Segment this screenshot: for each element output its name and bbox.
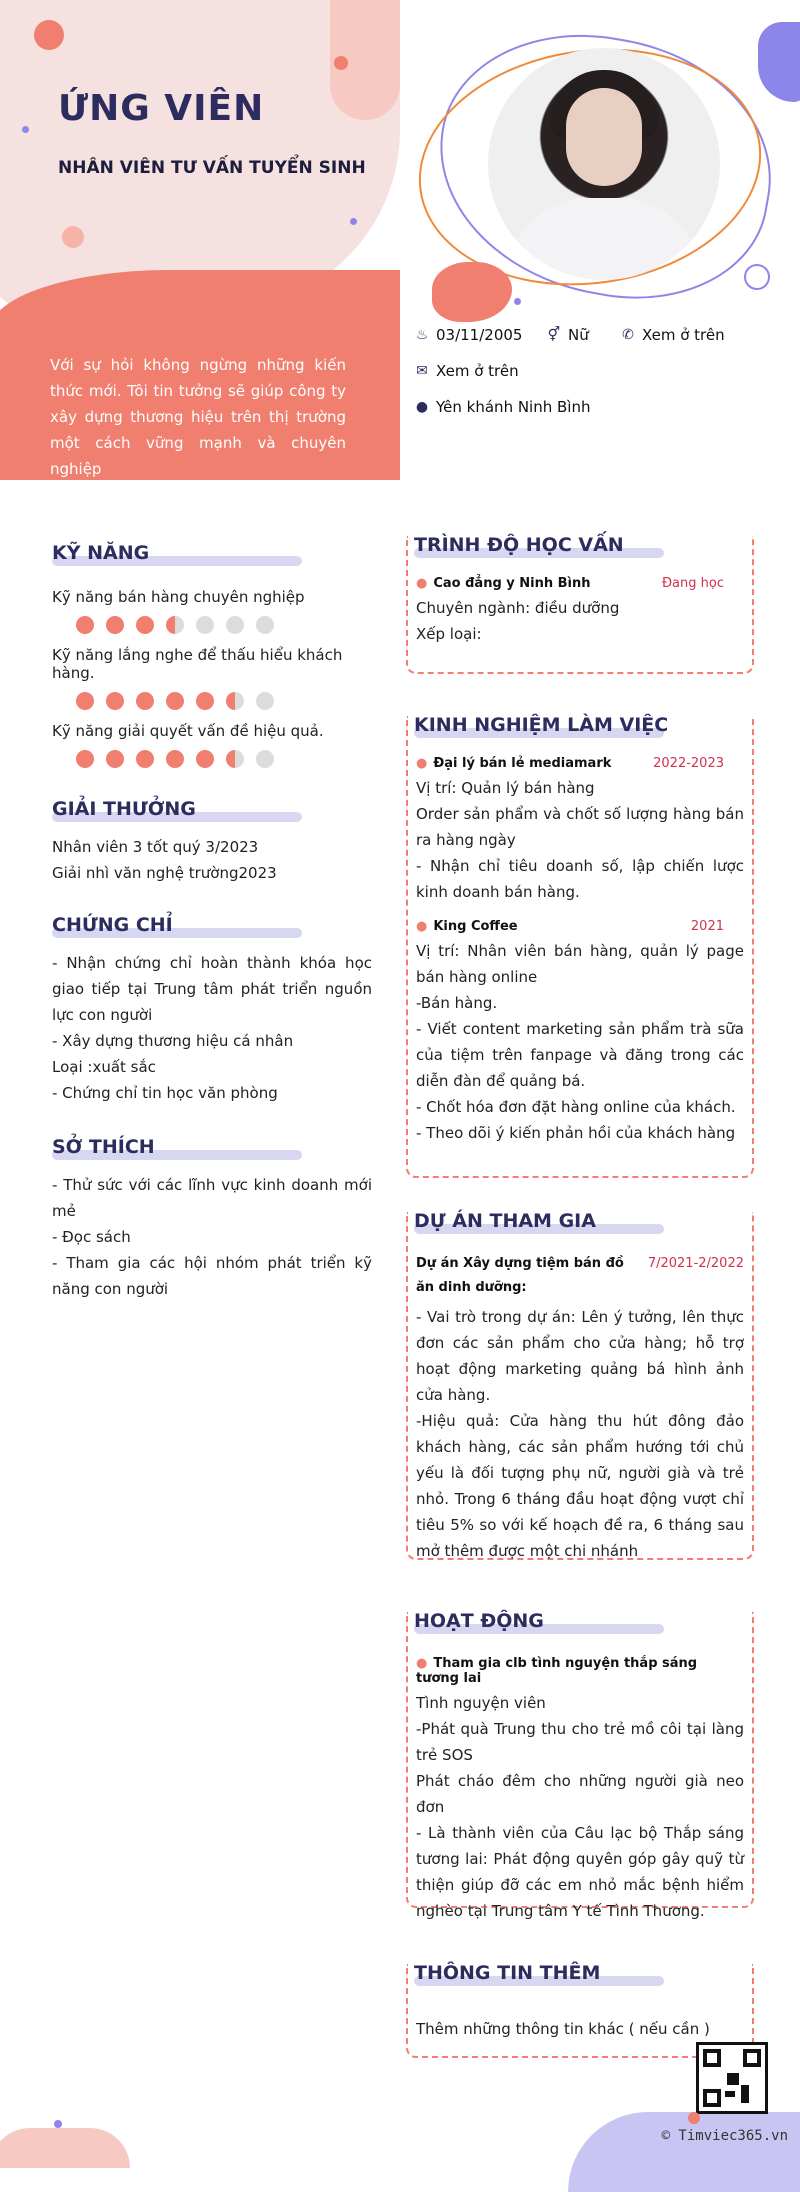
decor-dot xyxy=(62,226,84,248)
avatar-face xyxy=(566,88,642,186)
rating-dot xyxy=(136,750,154,768)
education-status: Đang học xyxy=(661,576,724,591)
section-title: CHỨNG CHỈ xyxy=(52,914,372,942)
location-pin-icon: ● xyxy=(416,1656,428,1671)
rating-dot xyxy=(76,692,94,710)
avatar-photo xyxy=(488,48,720,280)
rating-dot xyxy=(76,616,94,634)
phone-icon: ✆ xyxy=(622,327,634,343)
rating-dot xyxy=(226,616,244,634)
footer-credit: © Timviec365.vn xyxy=(661,2128,788,2144)
project-line: -Hiệu quả: Cửa hàng thu hút đông đảo khách hàng, các sản phẩm hướng tới chủ yếu là đối tượng phụ nữ, người già và trẻ nhỏ. Trong 6 tháng đầu hoạt động vượt chỉ tiêu 5% so với kế hoạch đề ra, 6 tháng sau mở thêm được một chi nhánh xyxy=(416,1412,744,1560)
project-name: Dự án Xây dựng tiệm bán đồ ăn dinh dưỡng: xyxy=(416,1256,624,1295)
skill-rating xyxy=(76,750,372,768)
job-title: NHÂN VIÊN TƯ VẤN TUYỂN SINH xyxy=(58,158,366,178)
certificate-line: - Xây dựng thương hiệu cá nhân xyxy=(52,1032,294,1050)
qr-code-icon xyxy=(696,2042,768,2114)
job-line: - Chốt hóa đơn đặt hàng online của khách. xyxy=(416,1098,736,1116)
section-title: TRÌNH ĐỘ HỌC VẤN xyxy=(414,534,630,562)
email-icon: ✉ xyxy=(416,363,428,379)
rating-dot xyxy=(76,750,94,768)
certificate-line: Loại :xuất sắc xyxy=(52,1058,156,1076)
activities-section xyxy=(406,1610,754,1920)
address-row xyxy=(414,398,590,416)
location-pin-icon: ● xyxy=(416,756,428,771)
rating-dot xyxy=(136,616,154,634)
job-line: Order sản phẩm và chốt số lượng hàng bán ra hàng ngày xyxy=(416,805,744,849)
job-line: - Nhận chỉ tiêu doanh số, lập chiến lược kinh doanh bán hàng. xyxy=(416,857,744,901)
company-name: King Coffee xyxy=(433,919,518,934)
skills-section xyxy=(52,542,372,768)
rating-dot xyxy=(166,692,184,710)
activity-line: -Phát quà Trung thu cho trẻ mồ côi tại làng trẻ SOS xyxy=(416,1720,744,1764)
award-line: Nhân viên 3 tốt quý 3/2023 xyxy=(52,838,259,856)
section-title: DỰ ÁN THAM GIA xyxy=(414,1210,602,1238)
rating-dot xyxy=(106,616,124,634)
gender-value: Nữ xyxy=(568,326,589,344)
activity-line: Phát cháo đêm cho những người già neo đơn xyxy=(416,1772,744,1816)
footer-blob-left xyxy=(0,2128,130,2168)
footer-blob-right xyxy=(568,2112,800,2192)
job-date: 2021 xyxy=(690,919,724,934)
skill-rating xyxy=(76,616,372,634)
section-title: KỸ NĂNG xyxy=(52,542,372,570)
gender-icon: ⚥ xyxy=(547,327,561,343)
job-line: - Viết content marketing sản phẩm trà sữa của tiệm trên fanpage và đăng trong các diễn đàn để quảng bá. xyxy=(416,1020,744,1090)
project-line: - Vai trò trong dự án: Lên ý tưởng, lên thực đơn các sản phẩm cho cửa hàng; hỗ trợ hoạt động marketing quảng bá hình ảnh cửa hàng. xyxy=(416,1308,744,1404)
rating-dot xyxy=(226,692,244,710)
birthday-row xyxy=(414,326,522,344)
section-title: GIẢI THƯỞNG xyxy=(52,798,372,826)
location-pin-icon: ● xyxy=(416,919,428,934)
photo-frame xyxy=(418,38,778,298)
award-line: Giải nhì văn nghệ trường2023 xyxy=(52,864,277,882)
decor-dot xyxy=(350,218,357,225)
education-section xyxy=(406,536,754,674)
section-title: HOẠT ĐỘNG xyxy=(414,1610,550,1638)
extra-info-text: Thêm những thông tin khác ( nếu cần ) xyxy=(416,2020,710,2038)
job-entry-head xyxy=(416,756,744,771)
section-title: SỞ THÍCH xyxy=(52,1136,372,1164)
section-title: KINH NGHIỆM LÀM VIỆC xyxy=(414,714,674,742)
email-row xyxy=(414,362,519,380)
project-date: 7/2021-2/2022 xyxy=(647,1256,744,1271)
decor-dot xyxy=(34,20,64,50)
rating-dot xyxy=(196,750,214,768)
activity-entry-head xyxy=(416,1656,744,1686)
certificates-section xyxy=(52,914,372,1106)
location-pin-icon: ● xyxy=(415,399,429,415)
section-title: THÔNG TIN THÊM xyxy=(414,1962,606,1990)
skill-name: Kỹ năng lắng nghe để thấu hiểu khách hàng. xyxy=(52,646,343,682)
avatar-shirt xyxy=(508,198,700,280)
email-value: Xem ở trên xyxy=(436,362,519,380)
decor-dot xyxy=(54,2120,62,2128)
activity-name: Tham gia clb tình nguyện thắp sáng tương lai xyxy=(416,1656,698,1686)
job-entry-head xyxy=(416,919,744,934)
job-date: 2022-2023 xyxy=(653,756,724,771)
rating-dot xyxy=(106,692,124,710)
address-value: Yên khánh Ninh Bình xyxy=(436,398,591,416)
candidate-name: ỨNG VIÊN xyxy=(58,88,265,129)
rating-dot xyxy=(166,750,184,768)
rating-dot xyxy=(256,616,274,634)
decor-dot xyxy=(744,264,770,290)
birthday-cake-icon: ♨ xyxy=(415,327,429,343)
certificate-line: - Nhận chứng chỉ hoàn thành khóa học giao tiếp tại Trung tâm phát triển nguồn lực con người xyxy=(52,954,372,1024)
decor-dot xyxy=(334,56,348,70)
rating-dot xyxy=(196,692,214,710)
decor-dot xyxy=(514,298,521,305)
career-objective: Với sự hỏi không ngừng những kiến thức mới. Tôi tin tưởng sẽ giúp công ty xây dựng thương hiệu trên thị trường một cách vững mạnh và chuyên nghiệp xyxy=(50,356,346,478)
activity-line: - Là thành viên của Câu lạc bộ Thắp sáng tương lai: Phát động quyên góp gây quỹ từ thiện giúp đỡ các em nhỏ mắc bệnh hiểm nghèo tại Trung tâm Y tế Tình Thương. xyxy=(416,1824,744,1920)
rating-dot xyxy=(136,692,154,710)
hobby-line: - Đọc sách xyxy=(52,1228,131,1246)
hobby-line: - Tham gia các hội nhóm phát triển kỹ năng con người xyxy=(52,1254,372,1298)
rating-dot xyxy=(196,616,214,634)
company-name: Đại lý bán lẻ mediamark xyxy=(433,756,612,771)
rating-dot xyxy=(166,616,184,634)
education-line: Xếp loại: xyxy=(416,625,482,643)
skill-rating xyxy=(76,692,372,710)
certificate-line: - Chứng chỉ tin học văn phòng xyxy=(52,1084,278,1102)
job-line: - Theo dõi ý kiến phản hồi của khách hàng xyxy=(416,1124,736,1142)
rating-dot xyxy=(256,750,274,768)
skill-name: Kỹ năng bán hàng chuyên nghiệp xyxy=(52,588,305,606)
birthday-value: 03/11/2005 xyxy=(436,326,523,344)
hobbies-section xyxy=(52,1136,372,1302)
gender-row xyxy=(546,326,589,344)
location-pin-icon: ● xyxy=(416,576,428,591)
decor-dot xyxy=(688,2112,700,2124)
awards-section xyxy=(52,798,372,886)
experience-section xyxy=(406,716,754,1178)
decor-dot xyxy=(22,126,29,133)
projects-section xyxy=(406,1212,754,1560)
activity-line: Tình nguyện viên xyxy=(416,1694,546,1712)
rating-dot xyxy=(106,750,124,768)
rating-dot xyxy=(256,692,274,710)
school-name: Cao đẳng y Ninh Bình xyxy=(433,576,591,591)
rating-dot xyxy=(226,750,244,768)
phone-value: Xem ở trên xyxy=(642,326,725,344)
coral-accent-blob xyxy=(432,262,512,322)
education-line: Chuyên ngành: điều dưỡng xyxy=(416,599,620,617)
hobby-line: - Thử sức với các lĩnh vực kinh doanh mới mẻ xyxy=(52,1176,372,1220)
skill-name: Kỹ năng giải quyết vấn đề hiệu quả. xyxy=(52,722,324,740)
job-line: Vị trí: Quản lý bán hàng xyxy=(416,779,595,797)
project-entry-head xyxy=(416,1252,744,1300)
job-line: -Bán hàng. xyxy=(416,994,498,1012)
job-line: Vị trí: Nhân viên bán hàng, quản lý page bán hàng online xyxy=(416,942,744,986)
education-entry-head xyxy=(416,576,744,591)
phone-row xyxy=(620,326,725,344)
